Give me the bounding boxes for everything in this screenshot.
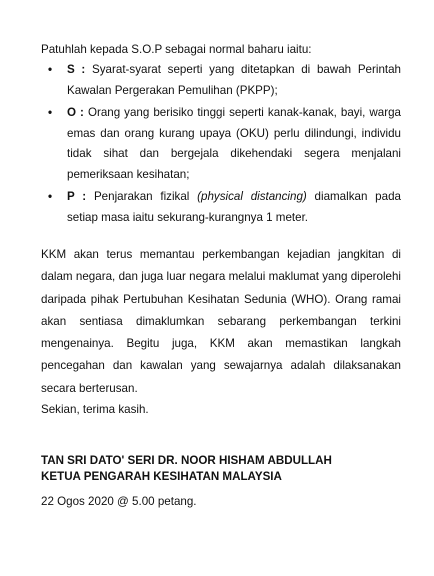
sop-list xyxy=(41,60,401,230)
sop-item-s xyxy=(41,60,401,101)
sop-item-o xyxy=(41,103,401,185)
sop-text-italic: (physical distancing) xyxy=(197,190,307,203)
bullet-icon: • xyxy=(48,106,53,119)
signatory-name: TAN SRI DATO' SERI DR. NOOR HISHAM ABDULLAH xyxy=(41,454,332,467)
kkm-paragraph: KKM akan terus memantau perkembangan kejadian jangkitan di dalam negara, dan juga luar negara melalui maklumat yang diperolehi daripada pihak Pertubuhan Kesihatan Sedunia (WHO). Orang ramai akan sentiasa dimaklumkan sebarang perkembangan terkini mengenainya. Begitu juga, KKM akan memastikan langkah pencegahan dan kawalan yang sewajarnya adalah dilaksanakan secara berterusan. xyxy=(41,248,401,395)
sop-key: S : xyxy=(67,63,86,76)
signature-block xyxy=(41,453,401,485)
signatory-title: KETUA PENGARAH KESIHATAN MALAYSIA xyxy=(41,470,282,483)
bullet-icon: • xyxy=(48,190,53,203)
sop-key: P : xyxy=(67,190,87,203)
sop-text: Syarat-syarat seperti yang ditetapkan di bawah Perintah Kawalan Pergerakan Pemulihan (PKPP); xyxy=(67,63,402,97)
sop-text: Penjarakan fizikal xyxy=(93,190,190,203)
bullet-icon: • xyxy=(48,63,53,76)
sop-text: Orang yang berisiko tinggi seperti kanak-kanak, bayi, warga emas dan orang kurang upaya (OKU) perlu dilindungi, individu tidak sihat dan bergejala dikehendaki segera menjalani pemeriksaan kesihatan; xyxy=(67,106,401,181)
sop-item-p xyxy=(41,187,401,228)
intro-text: Patuhlah kepada S.O.P sebagai normal baharu iaitu: xyxy=(41,43,312,56)
document-date: 22 Ogos 2020 @ 5.00 petang. xyxy=(41,495,197,508)
sop-key: O : xyxy=(67,106,84,119)
closing-text: Sekian, terima kasih. xyxy=(41,403,149,416)
sop-text: diamalkan pada setiap masa iaitu sekurang-kurangnya 1 meter. xyxy=(67,190,401,224)
